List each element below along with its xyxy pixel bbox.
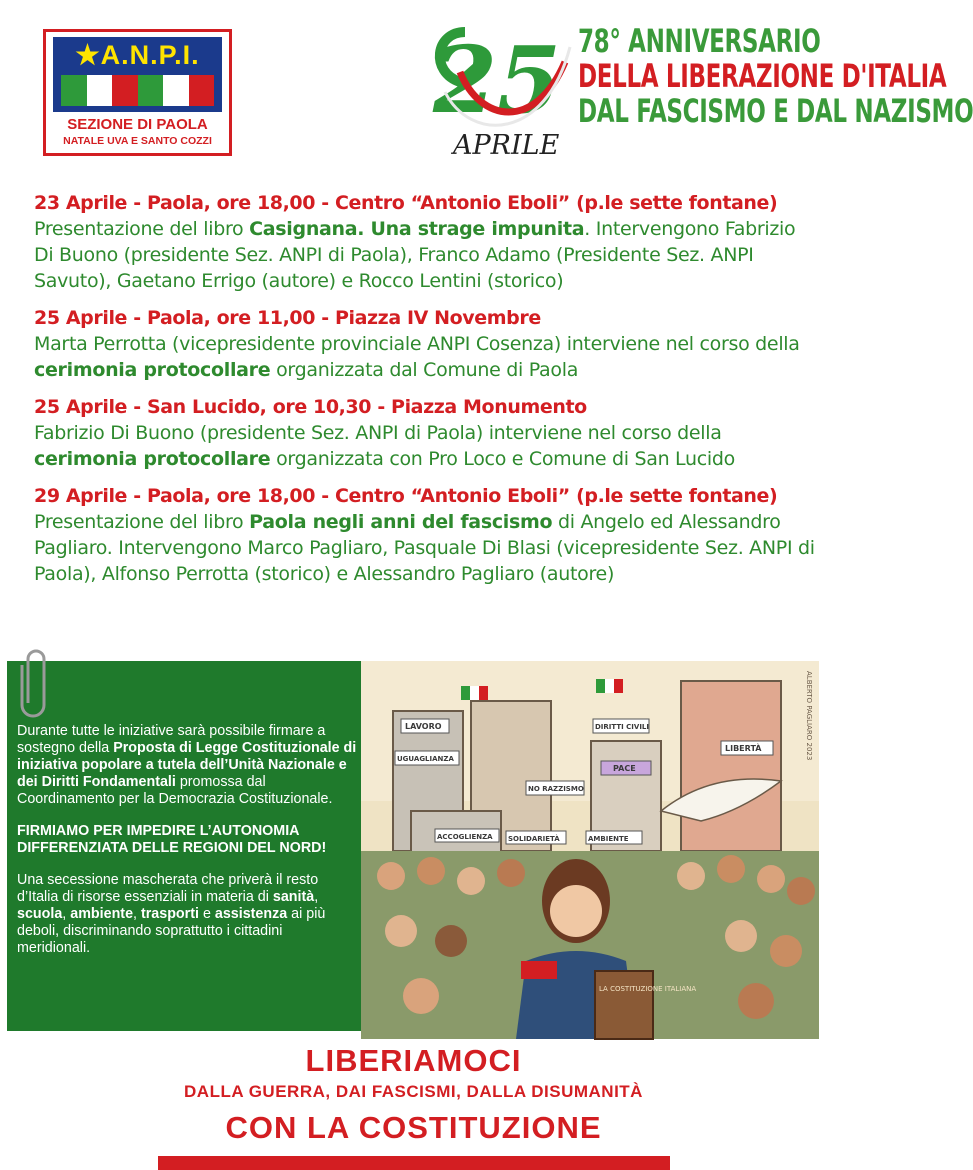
event-heading: 29 Aprile - Paola, ore 18,00 - Centro “Antonio Eboli” (p.le sette fontane) bbox=[34, 485, 778, 507]
anpi-logo bbox=[43, 29, 232, 156]
sign-pace: PACE bbox=[613, 764, 636, 773]
petition-paragraph-3: Una secessione mascherata che priverà il resto d’Italia di risorse essenziali in materia di sanità, scuola, ambiente, trasporti e assistenza ai più deboli, discriminando soprattutto i cittadini meridionali. bbox=[17, 872, 326, 956]
event-item bbox=[34, 305, 819, 383]
footer-subtitle: DALLA GUERRA, DAI FASCISMI, DALLA DISUMANITÀ bbox=[184, 1082, 643, 1101]
crowd-illustration bbox=[361, 661, 819, 1039]
event-description: Presentazione del libro Casignana. Una strage impunita. Intervengono Fabrizio Di Buono (presidente Sez. ANPI di Paola), Franco Adamo (Presidente Sez. ANPI Savuto), Gaetano Errigo (autore) e Rocco Lentini (storico) bbox=[34, 218, 796, 292]
events-list bbox=[34, 190, 819, 598]
event-description: Fabrizio Di Buono (presidente Sez. ANPI di Paola) interviene nel corso della cerimonia protocollare organizzata con Pro Loco e Comune di San Lucido bbox=[34, 422, 735, 470]
artist-signature: ALBERTO PAGLIARO 2023 bbox=[805, 671, 813, 761]
event-description: Presentazione del libro Paola negli anni del fascismo di Angelo ed Alessandro Pagliaro. Intervengono Marco Pagliaro, Pasquale Di Blasi (vicepresidente Sez. ANPI di Paola), Alfonso Perrotta (storico) e Alessandro Pagliaro (autore) bbox=[34, 511, 815, 585]
logo-flag-box bbox=[53, 37, 222, 112]
footer-red-bar bbox=[158, 1156, 670, 1170]
headline-line-2: DELLA LIBERAZIONE D'ITALIA bbox=[578, 57, 947, 95]
event-heading: 25 Aprile - San Lucido, ore 10,30 - Piazza Monumento bbox=[34, 396, 587, 418]
logo-title: ★A.N.P.I. bbox=[75, 40, 200, 70]
headline-line-3: DAL FASCISMO E DAL NAZISMO bbox=[578, 92, 973, 130]
event-description: Marta Perrotta (vicepresidente provinciale ANPI Cosenza) interviene nel corso della cerimonia protocollare organizzata dal Comune di Paola bbox=[34, 333, 800, 381]
logo-tricolore bbox=[61, 75, 214, 106]
sign-diritti-civili: DIRITTI CIVILI bbox=[595, 723, 649, 731]
anniversary-headline bbox=[578, 22, 973, 130]
sign-no-razzismo: NO RAZZISMO bbox=[528, 785, 584, 793]
petition-info-box bbox=[7, 661, 361, 1031]
petition-paragraph-1: Durante tutte le iniziative sarà possibile firmare a sostegno della Proposta di Legge Costituzionale di iniziativa popolare a tutela dell’Unità Nazionale e dei Diritti Fondamentali promossa dal Coordinamento per la Democrazia Costituzionale. bbox=[17, 723, 357, 807]
event-heading: 25 Aprile - Paola, ore 11,00 - Piazza IV Novembre bbox=[34, 307, 541, 329]
headline-line-1: 78° ANNIVERSARIO bbox=[578, 22, 821, 60]
constitution-book-title: LA COSTITUZIONE ITALIANA bbox=[599, 985, 697, 993]
petition-text bbox=[17, 723, 357, 972]
twenty-five-aprile-graphic bbox=[425, 12, 575, 162]
aprile-label: APRILE bbox=[453, 130, 560, 161]
event-item bbox=[34, 394, 819, 472]
sign-lavoro: LAVORO bbox=[405, 722, 442, 731]
sign-uguaglianza: UGUAGLIANZA bbox=[397, 755, 454, 763]
sign-ambiente: AMBIENTE bbox=[588, 835, 629, 843]
event-item bbox=[34, 190, 819, 294]
sign-liberta: LIBERTÀ bbox=[725, 744, 762, 753]
logo-sezione: SEZIONE DI PAOLA bbox=[67, 116, 208, 133]
paperclip-icon bbox=[18, 645, 50, 717]
number-25: 25 bbox=[433, 26, 562, 134]
event-heading: 23 Aprile - Paola, ore 18,00 - Centro “Antonio Eboli” (p.le sette fontane) bbox=[34, 192, 778, 214]
footer-headline: LIBERIAMOCI bbox=[305, 1043, 522, 1078]
logo-subtitle: NATALE UVA E SANTO COZZI bbox=[63, 135, 212, 147]
sign-accoglienza: ACCOGLIENZA bbox=[437, 833, 493, 841]
event-item bbox=[34, 483, 819, 587]
footer-closing: CON LA COSTITUZIONE bbox=[225, 1110, 602, 1145]
sign-solidarieta: SOLIDARIETÀ bbox=[508, 835, 560, 843]
petition-slogan: FIRMIAMO PER IMPEDIRE L’AUTONOMIA DIFFERENZIATA DELLE REGIONI DEL NORD! bbox=[17, 823, 327, 856]
